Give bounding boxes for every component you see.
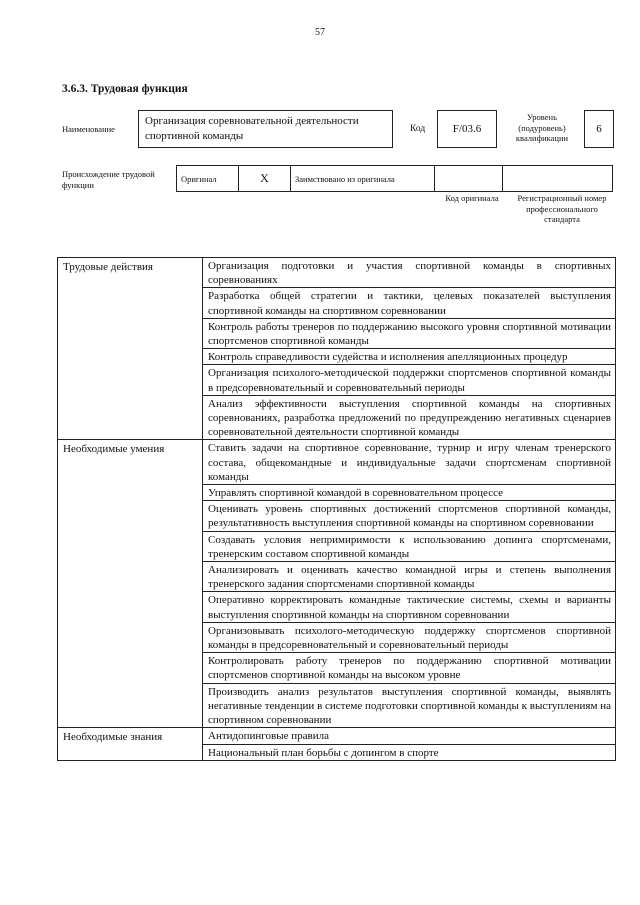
item-cell: Контроль справедливости судейства и исполнения апелляционных процедур [203,349,616,365]
item-cell: Контроль работы тренеров по поддержанию высокого уровня спортивной мотивации спортсменов спортивной команды [203,318,616,348]
reg-number-cell [503,166,613,192]
item-cell: Организация подготовки и участия спортивной команды в спортивных соревнованиях [203,258,616,288]
table-row [58,728,616,744]
function-details-table [57,257,616,761]
code-label: Код [410,124,426,134]
reg-number-caption: Регистрационный номер профессионального стандарта [517,193,607,224]
item-cell: Оценивать уровень спортивных достижений спортсменов спортивной команды, результативность выступления спортивной команды на спортивном соревновании [203,501,616,531]
item-cell: Производить анализ результатов выступления спортивной команды, выявлять негативные тенденции в системе подготовки спортивной команды к выступлениям на спортивном соревновании [203,683,616,728]
level-label: Уровень (подуровень) квалификации [515,112,569,143]
code-original-caption: Код оригинала [445,193,499,203]
table-row [58,258,616,288]
borrowed-label: Заимствовано из оригинала [291,166,435,192]
qualification-level-box: 6 [584,110,614,148]
item-cell: Контролировать работу тренеров по поддержанию спортивной мотивации спортсменов спортивной команды на высоком уровне [203,653,616,683]
code-original-cell [435,166,503,192]
section-title: 3.6.3. Трудовая функция [62,83,188,95]
page-number: 57 [315,27,325,38]
origin-table [176,165,613,192]
name-label: Наименование [62,124,115,134]
item-cell: Организация психолого-методической поддержки спортсменов спортивной команды в предсоревновательный и соревновательный периоды [203,365,616,395]
item-cell: Создавать условия непримиримости к использованию допинга спортсменами, тренерским составом спортивной команды [203,531,616,561]
item-cell: Ставить задачи на спортивное соревнование, турнир и игру членам тренерского состава, общекомандные и индивидуальные задачи спортсменам спортивной команды [203,440,616,485]
original-mark: X [239,166,291,192]
item-cell: Управлять спортивной командой в соревновательном процессе [203,485,616,501]
item-cell: Национальный план борьбы с допингом в спорте [203,744,616,760]
category-cell: Трудовые действия [58,258,203,440]
item-cell: Оперативно корректировать командные тактические системы, схемы и варианты выступления спортивной команды на спортивном соревновании [203,592,616,622]
original-label: Оригинал [177,166,239,192]
function-code-box: F/03.6 [437,110,497,148]
item-cell: Разработка общей стратегии и тактики, целевых показателей выступления спортивной команды на спортивном соревновании [203,288,616,318]
table-row [58,440,616,485]
item-cell: Анализ эффективности выступления спортивной команды на спортивных соревнованиях, разработка предложений по предупреждению негативных сценариев соревновательной деятельности спортивной команды [203,395,616,440]
category-cell: Необходимые знания [58,728,203,760]
function-name-box: Организация соревновательной деятельности спортивной команды [138,110,393,148]
item-cell: Антидопинговые правила [203,728,616,744]
item-cell: Организовывать психолого-методическую поддержку спортсменов спортивной команды в предсоревновательный и соревновательный периоды [203,622,616,652]
category-cell: Необходимые умения [58,440,203,728]
item-cell: Анализировать и оценивать качество командной игры и степень выполнения тренерского задания спортсменами спортивной команды [203,562,616,592]
origin-label: Происхождение трудовой функции [62,169,155,190]
